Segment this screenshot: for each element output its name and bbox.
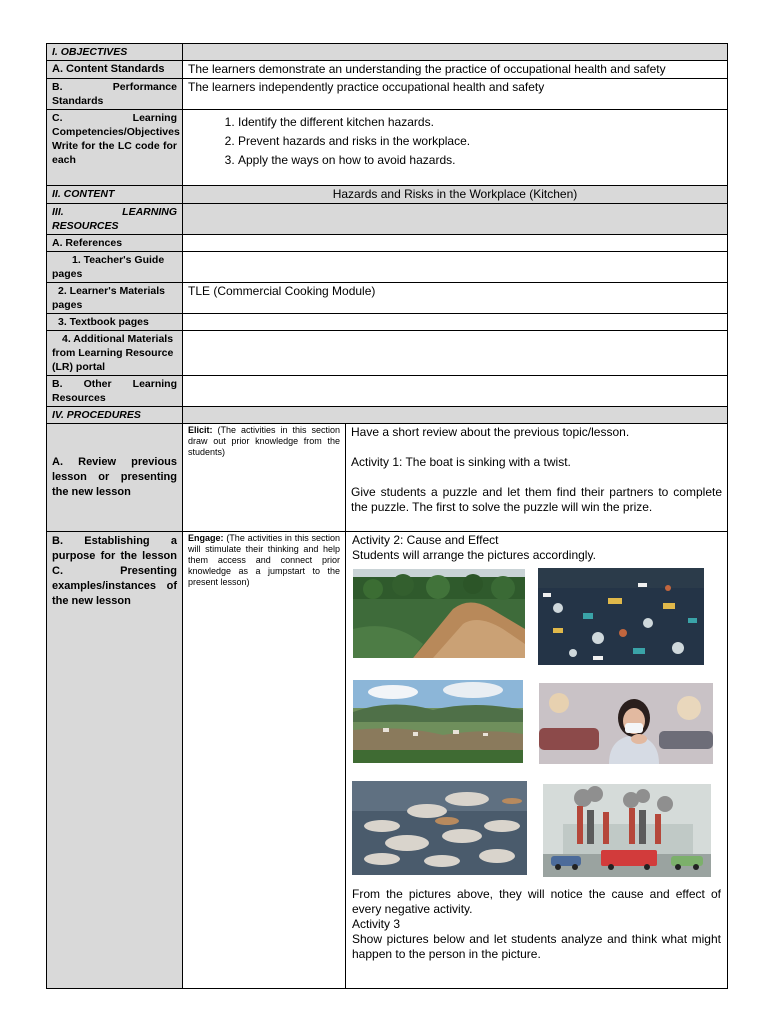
factory-smoke-pollution-photo xyxy=(543,784,711,877)
textbook-label: 3. Textbook pages xyxy=(47,314,183,331)
objectives-header-fill xyxy=(183,44,728,61)
learners-materials-label: 2. Learner's Materials pages xyxy=(47,283,183,314)
teachers-guide-value xyxy=(183,252,728,283)
activity2-cell xyxy=(346,532,728,989)
content-standards-value: The learners demonstrate an understanding the practice of occupational health and safety xyxy=(183,61,728,79)
performance-standards-value: The learners independently practice occupational health and safety xyxy=(183,79,728,110)
woman-wearing-mask-photo xyxy=(539,683,713,764)
deforestation-photo xyxy=(353,569,525,658)
additional-materials-label: 4. Additional Materials from Learning Resource (LR) portal xyxy=(47,331,183,376)
lesson-plan-table xyxy=(46,43,728,989)
other-resources-label: B. Other Learning Resources xyxy=(47,376,183,407)
additional-materials-value xyxy=(183,331,728,376)
other-resources-value xyxy=(183,376,728,407)
activity1-text: Activity 1: The boat is sinking with a twist. xyxy=(351,455,571,469)
learners-materials-value: TLE (Commercial Cooking Module) xyxy=(183,283,728,314)
content-header: II. CONTENT xyxy=(47,186,183,204)
competencies-label: C. Learning Competencies/Objectives Write for the LC code for each xyxy=(47,110,183,186)
teachers-guide-label: 1. Teacher's Guide pages xyxy=(47,252,183,283)
review-lesson-label: A. Review previous lesson or presenting the new lesson xyxy=(47,424,183,532)
competency-item: 1. Identify the different kitchen hazards. xyxy=(238,113,722,132)
ocean-plastic-pollution-photo xyxy=(538,568,704,665)
examples-label: C. Presenting examples/instances of the new lesson xyxy=(52,565,177,607)
procedures-header-fill xyxy=(183,407,728,424)
engage-title: Engage: xyxy=(188,533,224,543)
learning-resources-header: III. LEARNING RESOURCES xyxy=(47,204,183,235)
purpose-label: B. Establishing a purpose for the lesson xyxy=(52,535,177,562)
elicit-cell xyxy=(183,424,346,532)
activity2-instruction: Students will arrange the pictures accordingly. xyxy=(352,548,596,562)
elicit-title: Elicit: xyxy=(188,425,213,435)
review-text: Have a short review about the previous topic/lesson. xyxy=(351,425,630,439)
competencies-list xyxy=(188,113,722,170)
learning-resources-fill xyxy=(183,204,728,235)
competencies-cell xyxy=(183,110,728,186)
purpose-examples-cell xyxy=(47,532,183,989)
review-activities-cell xyxy=(346,424,728,532)
pictures-grid xyxy=(352,569,721,887)
puzzle-text: Give students a puzzle and let them find their partners to complete the puzzle. The first to solve the puzzle will win the prize. xyxy=(351,485,722,514)
dead-fish-photo xyxy=(352,781,527,875)
elicit-description: (The activities in this section draw out prior knowledge from the students) xyxy=(188,425,340,457)
activity2-title: Activity 2: Cause and Effect xyxy=(352,533,499,547)
activity3-title: Activity 3 xyxy=(352,917,401,931)
references-label: A. References xyxy=(47,235,183,252)
references-value xyxy=(183,235,728,252)
engage-description: (The activities in this section will stimulate their thinking and help them access and connect prior knowledge as a jumpstart to the present lesson) xyxy=(188,533,340,587)
after-pictures-text: From the pictures above, they will notice the cause and effect of every negative activity. xyxy=(352,887,721,916)
competency-item: 3. Apply the ways on how to avoid hazards. xyxy=(238,151,722,170)
performance-standards-label: B. Performance Standards xyxy=(47,79,183,110)
textbook-value xyxy=(183,314,728,331)
competency-item: 2. Prevent hazards and risks in the workplace. xyxy=(238,132,722,151)
procedures-header: IV. PROCEDURES xyxy=(47,407,183,424)
content-value: Hazards and Risks in the Workplace (Kitchen) xyxy=(183,186,728,204)
objectives-header: I. OBJECTIVES xyxy=(47,44,183,61)
flooded-village-photo xyxy=(353,680,523,763)
content-standards-label: A. Content Standards xyxy=(47,61,183,79)
engage-cell xyxy=(183,532,346,989)
activity3-instruction: Show pictures below and let students analyze and think what might happen to the person in the picture. xyxy=(352,932,721,961)
